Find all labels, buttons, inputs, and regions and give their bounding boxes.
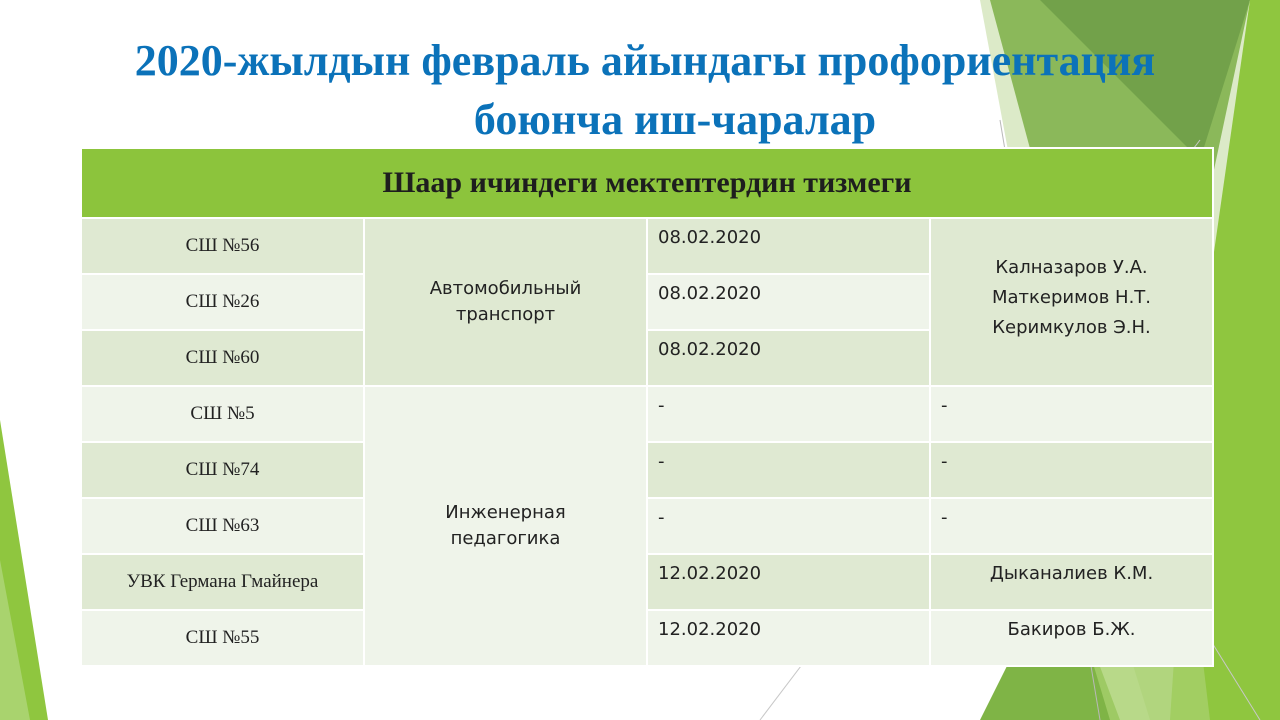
program-line: транспорт xyxy=(455,304,556,325)
table-header-row xyxy=(81,148,1213,218)
program-cell-engineering xyxy=(364,386,647,666)
date-cell: 12.02.2020 xyxy=(647,610,930,666)
program-line: Инженерная xyxy=(445,502,566,523)
school-cell: СШ №56 xyxy=(81,218,364,274)
person-cell: - xyxy=(930,498,1213,554)
date-cell: - xyxy=(647,498,930,554)
table-row xyxy=(81,610,1213,666)
table-header: Шаар ичиндеги мектептердин тизмеги xyxy=(81,148,1213,218)
school-cell: СШ №26 xyxy=(81,274,364,330)
date-cell: - xyxy=(647,442,930,498)
school-cell: СШ №55 xyxy=(81,610,364,666)
school-cell: УВК Германа Гмайнера xyxy=(81,554,364,610)
responsible-persons-cell xyxy=(930,218,1213,386)
schools-table xyxy=(80,147,1214,667)
date-cell: 08.02.2020 xyxy=(647,218,930,274)
table-row xyxy=(81,218,1213,274)
person-cell: Бакиров Б.Ж. xyxy=(930,610,1213,666)
school-cell: СШ №5 xyxy=(81,386,364,442)
date-cell: - xyxy=(647,386,930,442)
slide-title-line1: 2020-жылдын февраль айындагы профориентация xyxy=(134,36,1156,85)
school-cell: СШ №63 xyxy=(81,498,364,554)
date-cell: 12.02.2020 xyxy=(647,554,930,610)
slide-title-line2: боюнча иш-чаралар xyxy=(473,95,877,144)
table-row xyxy=(81,554,1213,610)
person-cell: - xyxy=(930,386,1213,442)
table-row xyxy=(81,498,1213,554)
table-row xyxy=(81,386,1213,442)
program-line: педагогика xyxy=(450,528,561,549)
person-line: Калназаров У.А. xyxy=(995,257,1148,278)
school-cell: СШ №60 xyxy=(81,330,364,386)
date-cell: 08.02.2020 xyxy=(647,274,930,330)
person-cell: - xyxy=(930,442,1213,498)
person-cell: Дыканалиев К.М. xyxy=(930,554,1213,610)
school-cell: СШ №74 xyxy=(81,442,364,498)
table-row xyxy=(81,442,1213,498)
person-line: Маткеримов Н.Т. xyxy=(992,287,1152,308)
person-line: Керимкулов Э.Н. xyxy=(992,317,1151,338)
program-cell-automobile xyxy=(364,218,647,386)
date-cell: 08.02.2020 xyxy=(647,330,930,386)
program-line: Автомобильный xyxy=(429,278,582,299)
